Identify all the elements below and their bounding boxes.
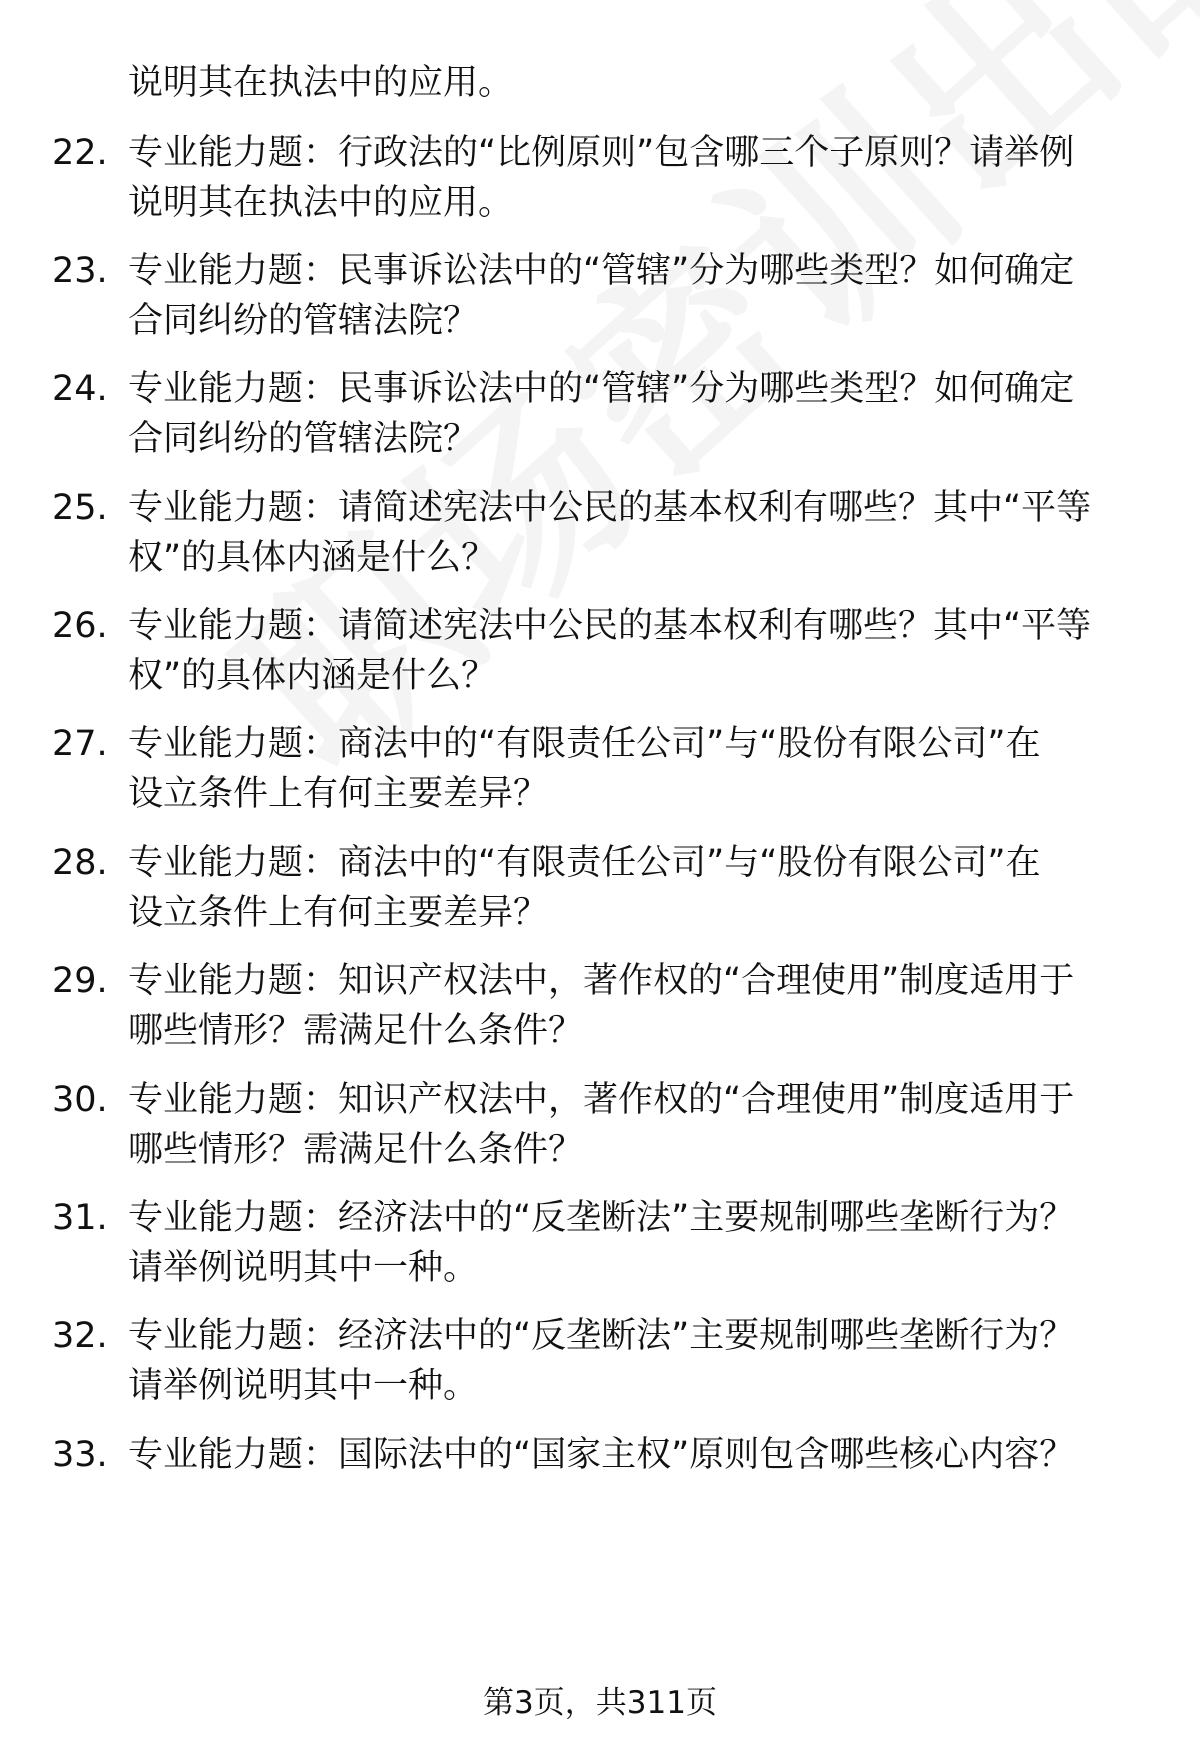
question-line: 专业能力题：经济法中的“反垄断法”主要规制哪些垄断行为？: [128, 1316, 1075, 1356]
question-text: [128, 364, 1148, 464]
question-line: 设立条件上有何主要差异？: [128, 893, 549, 933]
question-number: 26.: [52, 606, 108, 646]
question-number: 22.: [52, 133, 108, 173]
question-text: [128, 483, 1148, 583]
question-line: 专业能力题：国际法中的“国家主权”原则包含哪些核心内容？: [128, 1435, 1075, 1475]
question-number: 28.: [52, 843, 108, 883]
question-number: 24.: [52, 369, 108, 409]
question-line: 合同纠纷的管辖法院？: [128, 301, 479, 341]
question-text: [128, 128, 1148, 228]
question-line: 设立条件上有何主要差异？: [128, 774, 549, 814]
question-number: 32.: [52, 1316, 108, 1356]
question-line: 专业能力题：请简述宪法中公民的基本权利有哪些？其中“平等: [128, 488, 1092, 528]
question-line: 专业能力题：知识产权法中，著作权的“合理使用”制度适用于: [128, 1080, 1075, 1120]
continuation-line: 说明其在执法中的应用。: [128, 63, 514, 103]
question-line: 专业能力题：知识产权法中，著作权的“合理使用”制度适用于: [128, 961, 1075, 1001]
question-line: 请举例说明其中一种。: [128, 1366, 479, 1406]
question-line: 专业能力题：民事诉讼法中的“管辖”分为哪些类型？如何确定: [128, 251, 1075, 291]
question-text: [128, 719, 1148, 819]
question-line: 专业能力题：请简述宪法中公民的基本权利有哪些？其中“平等: [128, 606, 1092, 646]
question-text: [128, 1311, 1148, 1411]
question-line: 哪些情形？需满足什么条件？: [128, 1130, 584, 1170]
question-line: 请举例说明其中一种。: [128, 1248, 479, 1288]
question-line: 说明其在执法中的应用。: [128, 183, 514, 223]
question-line: 专业能力题：商法中的“有限责任公司”与“股份有限公司”在: [128, 724, 1041, 764]
question-number: 25.: [52, 488, 108, 528]
question-line: 权”的具体内涵是什么？: [128, 538, 497, 578]
question-number: 23.: [52, 251, 108, 291]
question-number: 31.: [52, 1198, 108, 1238]
page-footer: 第3页，共311页: [483, 1685, 717, 1721]
question-text: [128, 838, 1148, 938]
question-text: [128, 1430, 1148, 1480]
question-text: [128, 1193, 1148, 1293]
question-line: 合同纠纷的管辖法院？: [128, 419, 479, 459]
question-number: 30.: [52, 1080, 108, 1120]
question-line: 专业能力题：民事诉讼法中的“管辖”分为哪些类型？如何确定: [128, 369, 1075, 409]
question-line: 专业能力题：经济法中的“反垄断法”主要规制哪些垄断行为？: [128, 1198, 1075, 1238]
question-line: 专业能力题：商法中的“有限责任公司”与“股份有限公司”在: [128, 843, 1041, 883]
question-text: [128, 601, 1148, 701]
question-text: [128, 246, 1148, 346]
question-text: [128, 956, 1148, 1056]
question-number: 29.: [52, 961, 108, 1001]
question-text: [128, 1075, 1148, 1175]
question-line: 权”的具体内涵是什么？: [128, 656, 497, 696]
question-number: 27.: [52, 724, 108, 764]
question-line: 哪些情形？需满足什么条件？: [128, 1011, 584, 1051]
question-number: 33.: [52, 1435, 108, 1475]
question-line: 专业能力题：行政法的“比例原则”包含哪三个子原则？请举例: [128, 133, 1075, 173]
